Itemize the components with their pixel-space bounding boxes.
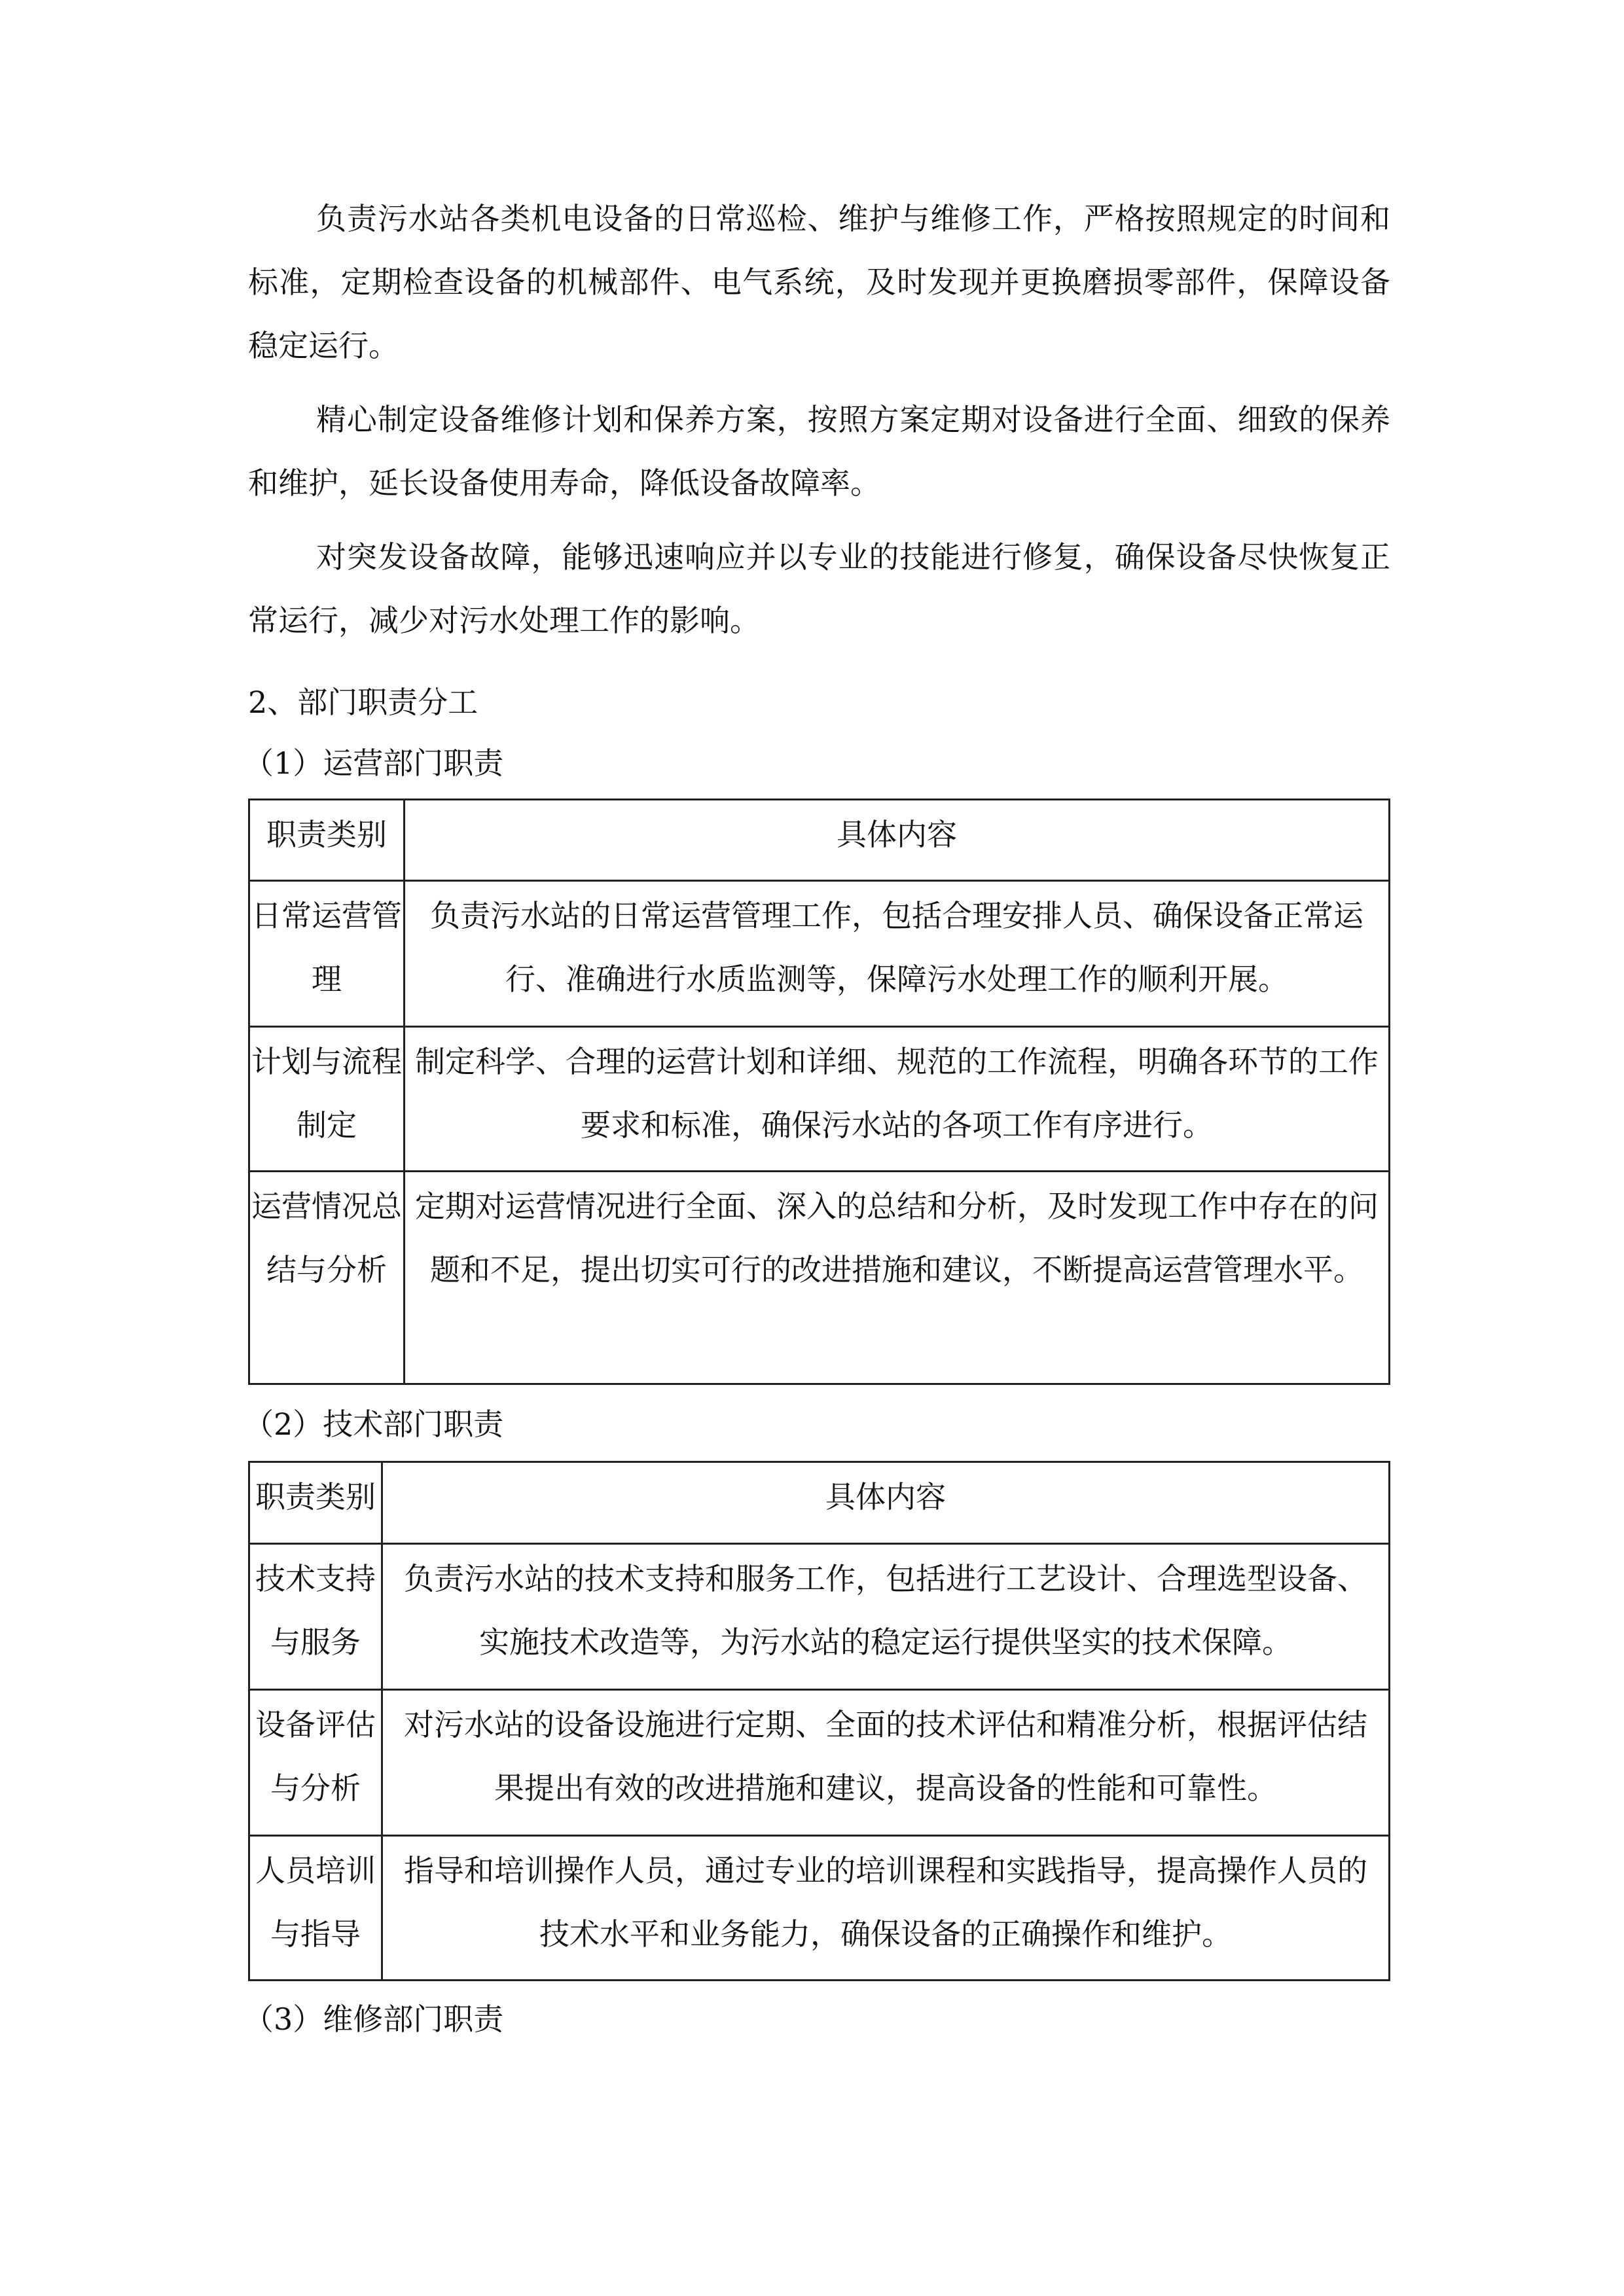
row-content: 指导和培训操作人员，通过专业的培训课程和实践指导，提高操作人员的技术水平和业务能力，确保设备的正确操作和维护。 (382, 1836, 1390, 1981)
row-content: 负责污水站的日常运营管理工作，包括合理安排人员、确保设备正常运行、准确进行水质监测等，保障污水处理工作的顺利开展。 (405, 881, 1390, 1027)
table-title-operations: （1）运营部门职责 (244, 745, 504, 781)
paragraph: 负责污水站各类机电设备的日常巡检、维护与维修工作，严格按照规定的时间和标准，定期检查设备的机械部件、电气系统，及时发现并更换磨损零部件，保障设备稳定运行。 (248, 201, 1390, 363)
operations-duties-table (248, 798, 1390, 1385)
paragraph: 精心制定设备维修计划和保养方案，按照方案定期对设备进行全面、细致的保养和维护，延长设备使用寿命，降低设备故障率。 (248, 402, 1390, 501)
header-category: 职责类别 (249, 800, 405, 881)
table-row (249, 1690, 1390, 1836)
row-category: 设备评估与分析 (249, 1690, 382, 1836)
table-row (249, 1027, 1390, 1172)
header-content: 具体内容 (405, 800, 1390, 881)
table-row (249, 1544, 1390, 1690)
row-category: 技术支持与服务 (249, 1544, 382, 1690)
row-category: 计划与流程制定 (249, 1027, 405, 1172)
table-header-row (249, 800, 1390, 881)
table-row (249, 1836, 1390, 1981)
technical-duties-table (248, 1461, 1390, 1981)
row-content: 制定科学、合理的运营计划和详细、规范的工作流程，明确各环节的工作要求和标准，确保污水站的各项工作有序进行。 (405, 1027, 1390, 1172)
header-content: 具体内容 (382, 1462, 1390, 1544)
table-title-technical: （2）技术部门职责 (244, 1407, 504, 1442)
row-category: 日常运营管理 (249, 881, 405, 1027)
header-category: 职责类别 (249, 1462, 382, 1544)
table-row (249, 1172, 1390, 1384)
row-category: 运营情况总结与分析 (249, 1172, 405, 1384)
row-content: 定期对运营情况进行全面、深入的总结和分析，及时发现工作中存在的问题和不足，提出切实可行的改进措施和建议，不断提高运营管理水平。 (405, 1172, 1390, 1384)
intro-paragraphs (248, 187, 1390, 653)
table-row (249, 881, 1390, 1027)
row-category: 人员培训与指导 (249, 1836, 382, 1981)
table-title-maintenance: （3）维修部门职责 (244, 2001, 504, 2037)
paragraph: 对突发设备故障，能够迅速响应并以专业的技能进行修复，确保设备尽快恢复正常运行，减少对污水处理工作的影响。 (248, 539, 1390, 638)
row-content: 对污水站的设备设施进行定期、全面的技术评估和精准分析，根据评估结果提出有效的改进措施和建议，提高设备的性能和可靠性。 (382, 1690, 1390, 1836)
row-content: 负责污水站的技术支持和服务工作，包括进行工艺设计、合理选型设备、实施技术改造等，为污水站的稳定运行提供坚实的技术保障。 (382, 1544, 1390, 1690)
table-header-row (249, 1462, 1390, 1544)
section-heading: 2、部门职责分工 (248, 685, 478, 720)
